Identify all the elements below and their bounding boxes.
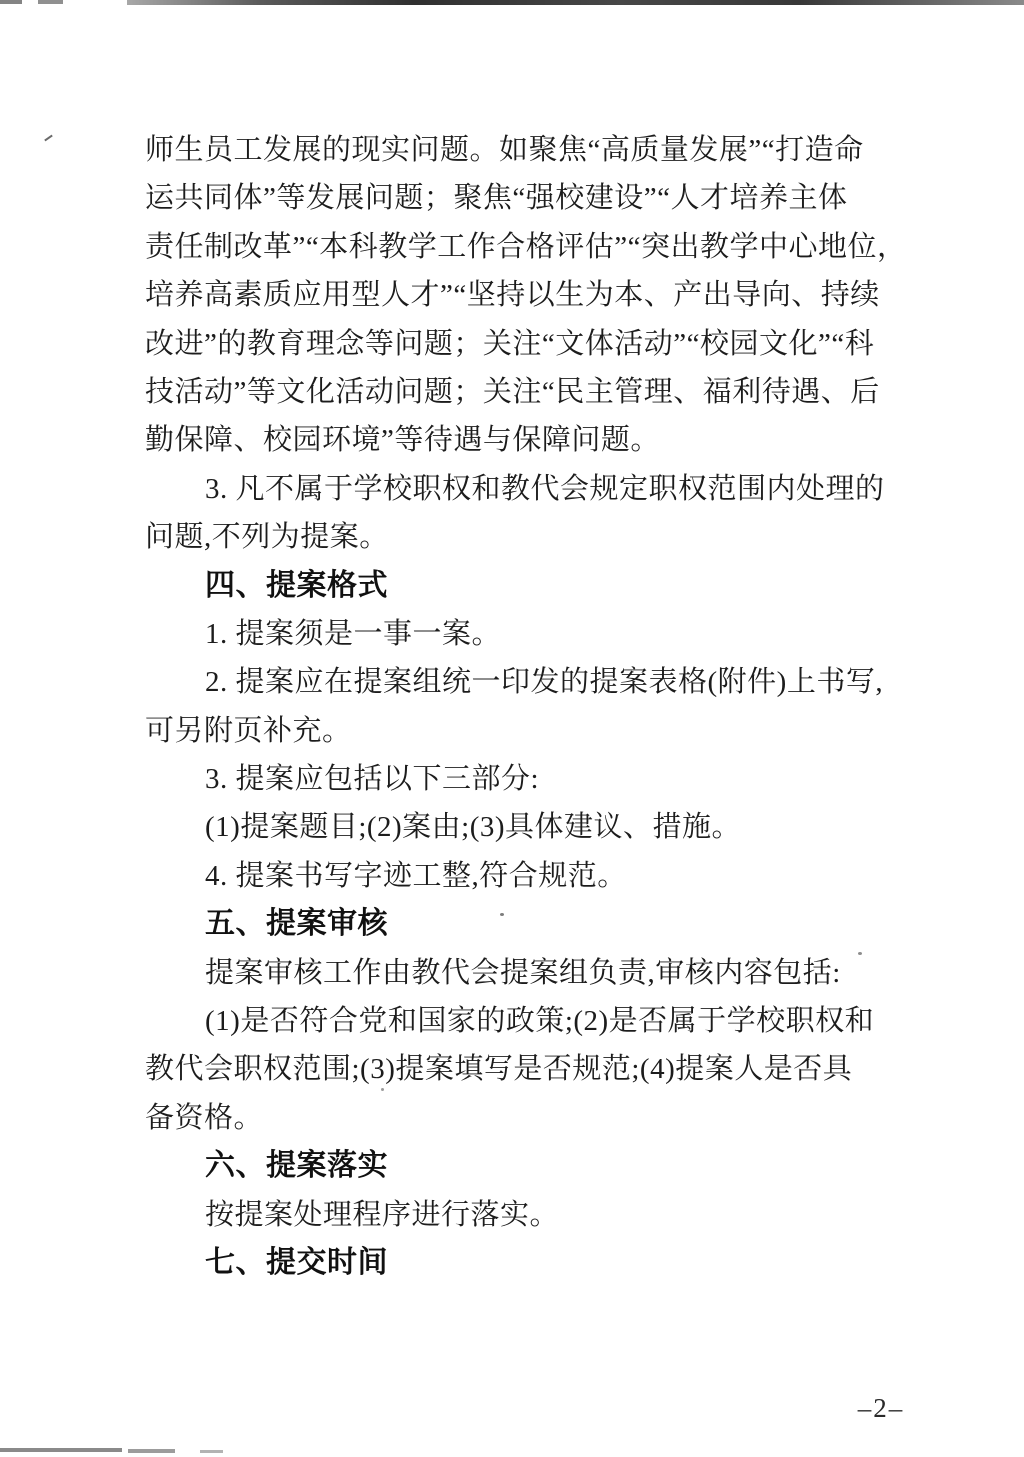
text-line: (1)提案题目;(2)案由;(3)具体建议、措施。 [205, 811, 742, 844]
document-body [145, 126, 907, 1287]
page-number: –2– [857, 1393, 905, 1423]
text-line: 技活动”等文化活动问题；关注“民主管理、福利待遇、后 [145, 375, 880, 408]
text-line: 改进”的教育理念等问题；关注“文体活动”“校园文化”“科 [145, 327, 875, 360]
section-heading-submission-time: 七、提交时间 [205, 1245, 388, 1279]
text-line: 勤保障、校园环境”等待遇与保障问题。 [145, 424, 660, 457]
text-line: 师生员工发展的现实问题。如聚焦“高质量发展”“打造命 [145, 134, 864, 166]
text-line: 1. 提案须是一事一案。 [205, 617, 502, 650]
scan-artifact-bottom-edge [128, 1449, 175, 1453]
text-line: 2. 提案应在提案组统一印发的提案表格(附件)上书写, [205, 666, 884, 699]
scan-artifact-bottom-edge [200, 1450, 223, 1453]
text-line: 4. 提案书写字迹工整,符合规范。 [205, 859, 627, 892]
text-line: 责任制改革”“本科教学工作合格评估”“突出教学中心地位， [145, 230, 907, 263]
scan-artifact-top-edge [127, 0, 1024, 5]
text-line: 问题,不列为提案。 [145, 521, 389, 554]
text-line: 按提案处理程序进行落实。 [205, 1198, 560, 1231]
scan-artifact-top-edge [0, 0, 22, 4]
text-line: 备资格。 [145, 1101, 264, 1134]
text-line: 3. 提案应包括以下三部分: [205, 763, 540, 796]
section-heading-proposal-format: 四、提案格式 [205, 568, 388, 602]
text-line: 提案审核工作由教代会提案组负责,审核内容包括: [205, 956, 841, 989]
text-line: 运共同体”等发展问题；聚焦“强校建设”“人才培养主体 [145, 182, 848, 215]
scan-artifact-top-edge [38, 0, 63, 4]
section-heading-proposal-review: 五、提案审核 [205, 907, 388, 941]
section-heading-proposal-implementation: 六、提案落实 [205, 1149, 388, 1183]
text-line: (1)是否符合党和国家的政策;(2)是否属于学校职权和 [205, 1005, 875, 1038]
text-line: 可另附页补充。 [145, 714, 352, 747]
text-line: 教代会职权范围;(3)提案填写是否规范;(4)提案人是否具 [145, 1053, 853, 1086]
text-line: 培养高素质应用型人才”“坚持以生为本、产出导向、持续 [145, 279, 880, 312]
scan-artifact-speck [44, 135, 53, 142]
text-line: 3. 凡不属于学校职权和教代会规定职权范围内处理的 [205, 472, 885, 505]
scan-artifact-bottom-edge [0, 1448, 122, 1452]
